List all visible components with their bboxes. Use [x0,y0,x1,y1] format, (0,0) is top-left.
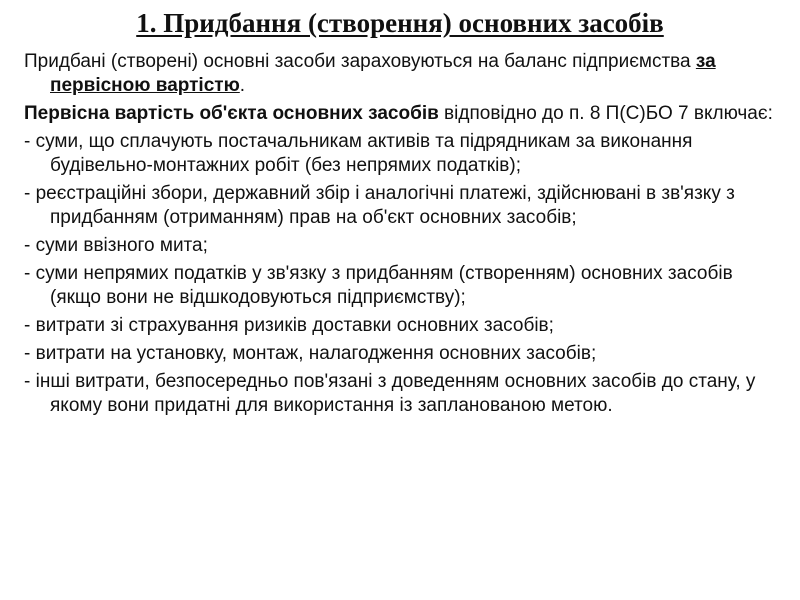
slide-body [24,50,784,422]
intro-emphasis: за первісною вартістю [50,51,716,96]
intro-paragraph [24,50,784,98]
list-item: - витрати зі страхування ризиків доставки основних засобів; [24,315,554,336]
slide-title: 1. Придбання (створення) основних засобів [136,8,664,38]
list-item: - витрати на установку, монтаж, налагодження основних засобів; [24,343,597,364]
list-item: - суми непрямих податків у зв'язку з придбанням (створенням) основних засобів (якщо вони не відшкодовуються підприємству); [24,263,733,308]
definition-term: Первісна вартість об'єкта основних засобів [24,103,439,124]
definition-text: відповідно до п. 8 П(С)БО 7 включає: [438,103,773,124]
definition-paragraph [24,102,784,126]
intro-tail: . [239,75,246,96]
list-item: - реєстраційні збори, державний збір і аналогічні платежі, здійснювані в зв'язку з придбанням (отриманням) прав на об'єкт основних засобів; [24,183,735,228]
list-item: - суми ввізного мита; [24,235,208,256]
list-item: - суми, що сплачують постачальникам активів та підрядникам за виконання будівельно-монтажних робіт (без непрямих податків); [24,131,693,176]
intro-text: Придбані (створені) основні засоби зараховуються на баланс підприємства [24,51,696,72]
list-item: - інші витрати, безпосередньо пов'язані з доведенням основних засобів до стану, у якому вони придатні для використання із запланованою метою. [24,371,756,416]
